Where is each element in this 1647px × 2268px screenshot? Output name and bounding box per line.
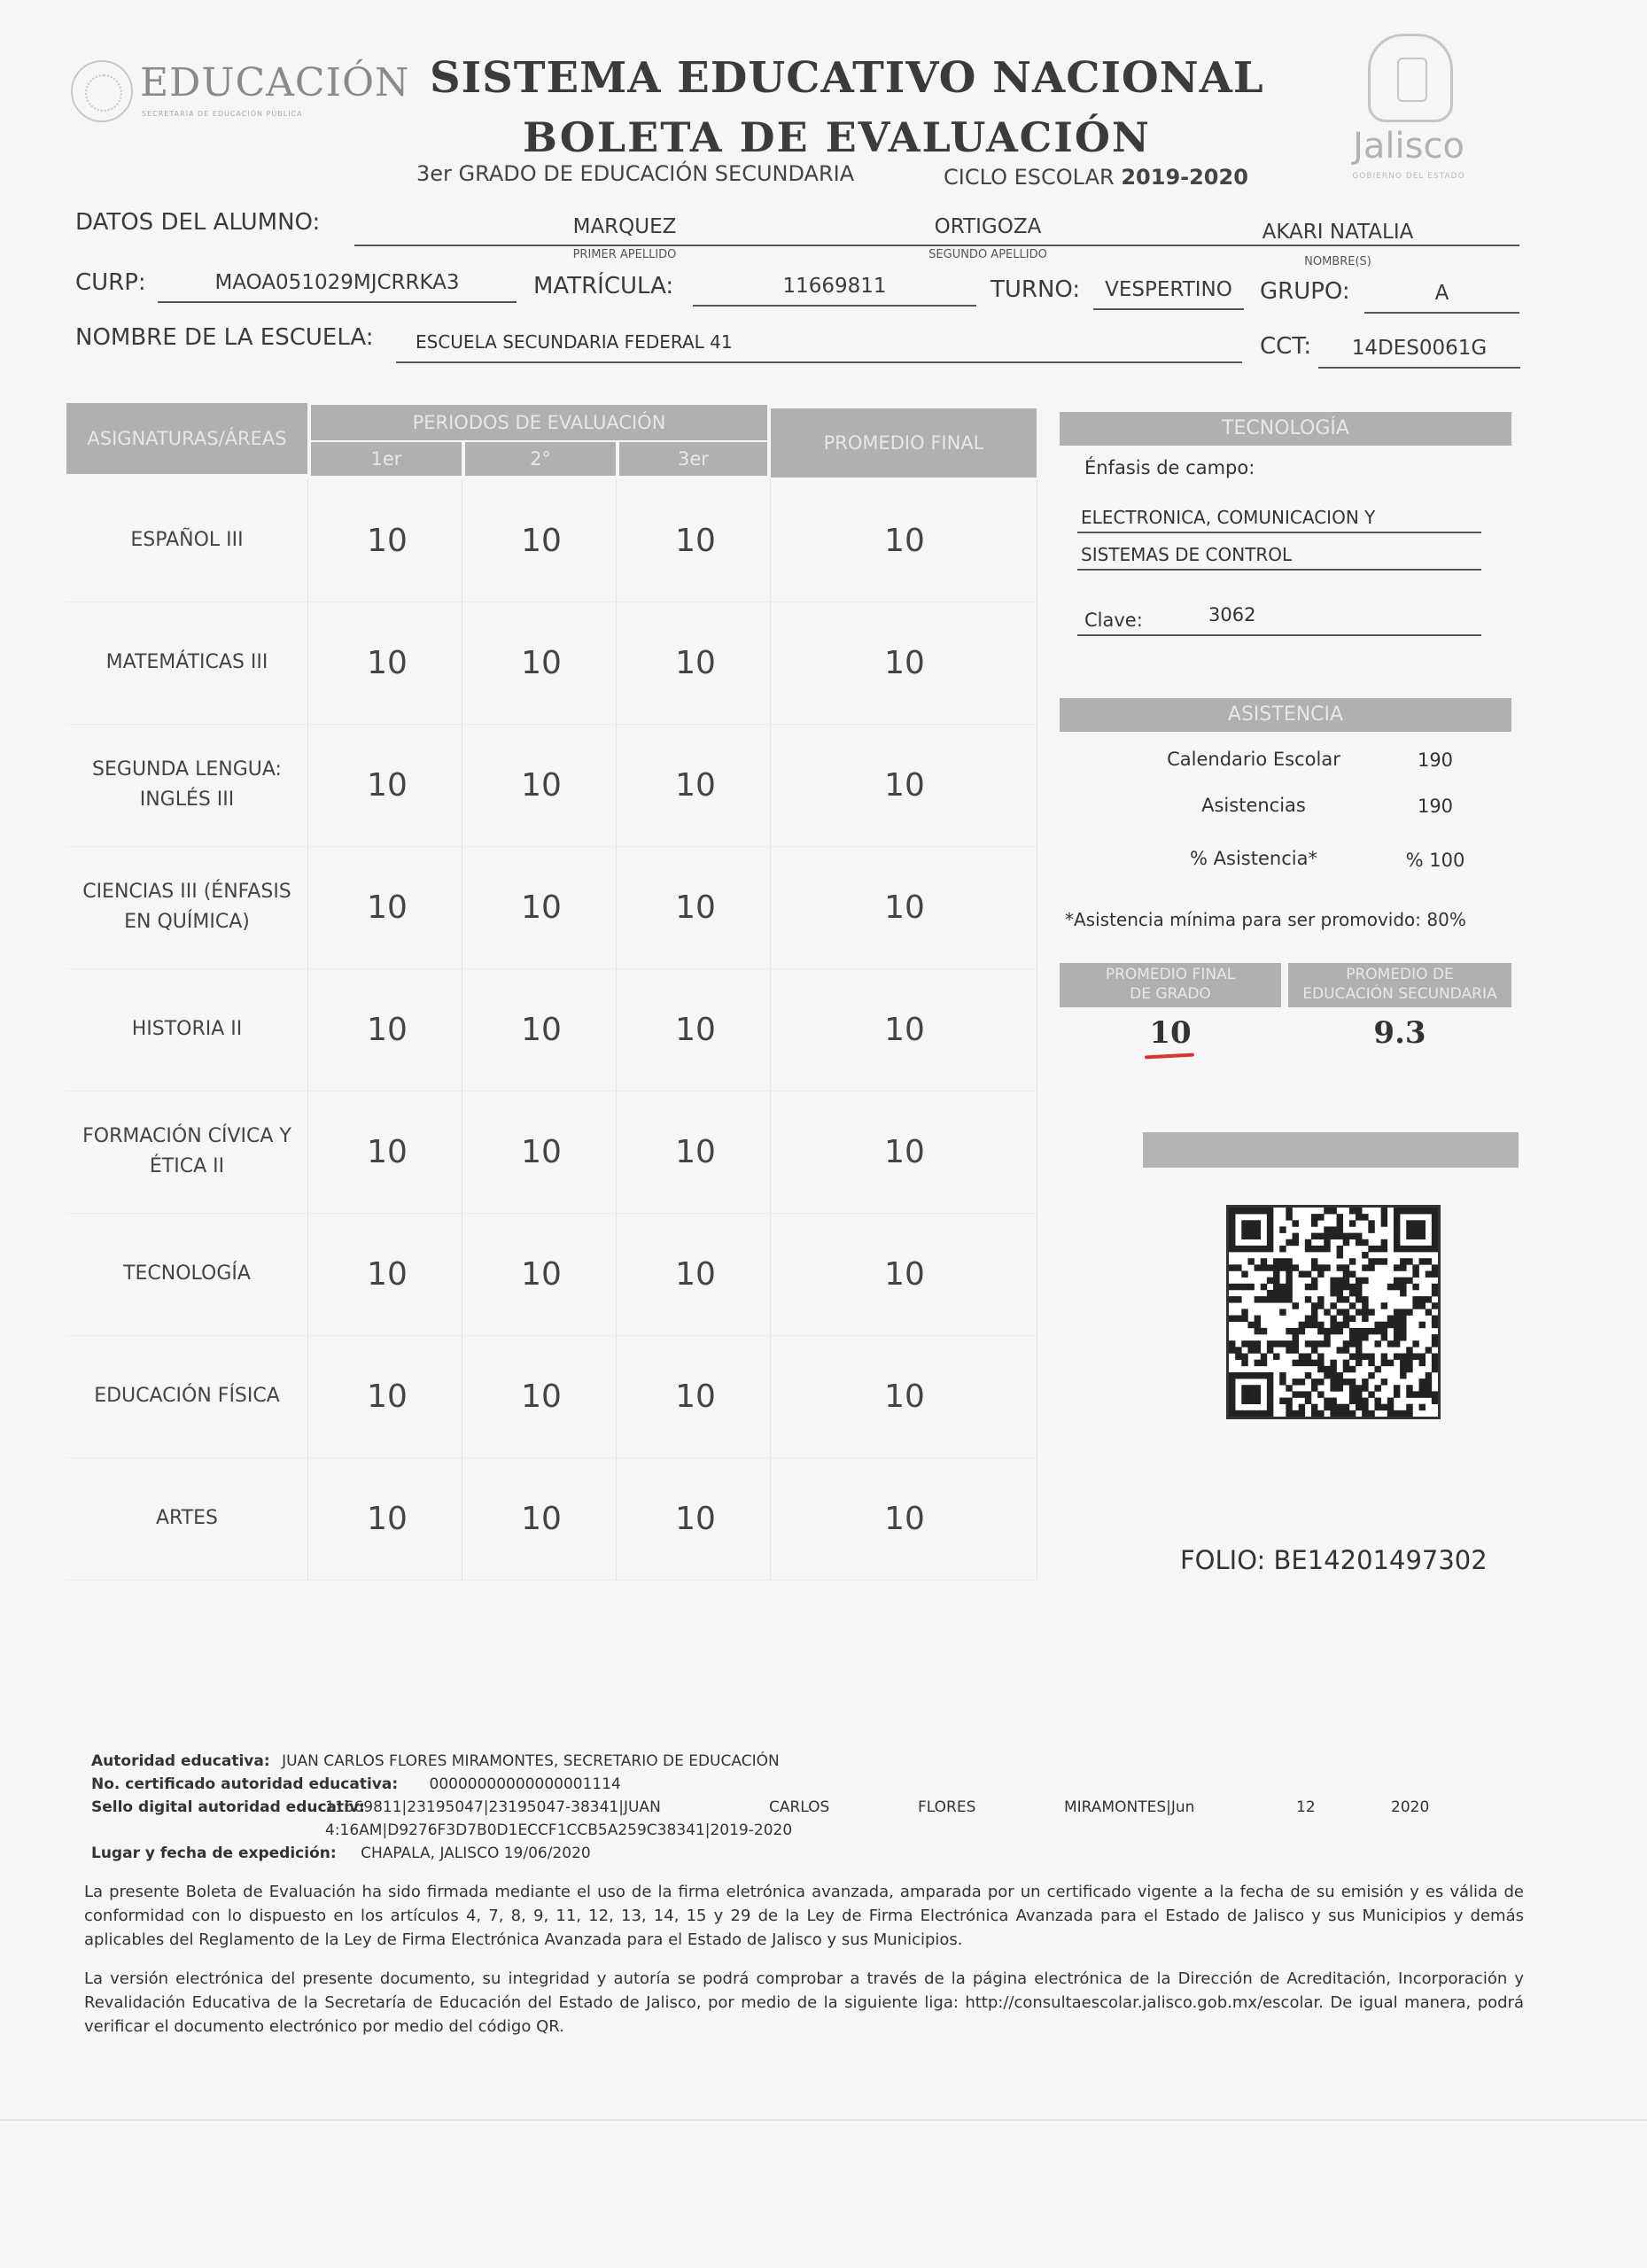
subject-name [66, 1335, 307, 1457]
porcentaje-value: % 100 [1405, 850, 1465, 871]
promedio-grado-header-line1: PROMEDIO FINAL [1105, 966, 1236, 983]
sep-logo [71, 55, 410, 126]
asistencias-value: 190 [1417, 796, 1454, 817]
sep-logo-text: EDUCACIÓN [140, 60, 410, 105]
lugar-value: CHAPALA, JALISCO 19/06/2020 [361, 1845, 591, 1862]
grid-hline [66, 1580, 1037, 1581]
nombres: AKARI NATALIA [1262, 221, 1414, 244]
cct-label: CCT: [1260, 333, 1312, 360]
subject-name [66, 846, 307, 968]
red-underline-mark [1145, 1053, 1194, 1060]
calendario-value: 190 [1417, 750, 1454, 771]
promedio-secundaria-value: 9.3 [1373, 1015, 1426, 1051]
grade-final: 10 [884, 1133, 925, 1170]
nombre-line [354, 245, 1519, 246]
grade-p1: 10 [367, 889, 408, 926]
grade-p1: 10 [367, 1255, 408, 1293]
grade-final: 10 [884, 1500, 925, 1537]
nombres-caption: NOMBRE(S) [1304, 255, 1371, 268]
matricula-value: 11669811 [693, 275, 976, 307]
autoridad-row [91, 1752, 780, 1770]
period-2-header: 2° [465, 442, 616, 476]
grade-p2: 10 [521, 766, 562, 804]
segundo-apellido: ORTIGOZA [934, 215, 1042, 238]
subject-name [66, 968, 307, 1091]
autoridad-value: JUAN CARLOS FLORES MIRAMONTES, SECRETARIO DE EDUCACIÓN [282, 1752, 780, 1770]
grade-final: 10 [884, 1011, 925, 1048]
sello-part-5: 12 [1296, 1798, 1316, 1816]
grupo-label: GRUPO: [1260, 278, 1350, 305]
jalisco-crest-icon [1368, 34, 1453, 122]
promedio-grado-header-line2: DE GRADO [1130, 985, 1211, 1003]
grade-p3: 10 [675, 1255, 716, 1293]
subject-name [66, 1213, 307, 1335]
certificado-value: 00000000000000001114 [429, 1775, 621, 1793]
lugar-label: Lugar y fecha de expedición: [91, 1845, 337, 1862]
enfasis-line1: ELECTRONICA, COMUNICACION Y [1081, 507, 1376, 528]
grade-final: 10 [884, 1378, 925, 1415]
lugar-row [91, 1845, 591, 1862]
sello-part-4: MIRAMONTES|Jun [1064, 1798, 1195, 1816]
sello-part-3: FLORES [918, 1798, 976, 1816]
clave-value: 3062 [1208, 604, 1256, 625]
promedio-secundaria-header-line1: PROMEDIO DE [1346, 966, 1454, 983]
subject-name-line: ESPAÑOL III [130, 528, 244, 551]
grade-p1: 10 [367, 1133, 408, 1170]
qr-code [1226, 1205, 1441, 1419]
escuela-line [396, 328, 1242, 363]
subject-name-line: ÉTICA II [149, 1155, 225, 1177]
grade-p1: 10 [367, 1378, 408, 1415]
grade-line: 3er GRADO DE EDUCACIÓN SECUNDARIA [416, 161, 855, 186]
legal-paragraph-1: La presente Boleta de Evaluación ha sido firmada mediante el uso de la firma eletrónica avanzada, amparada por un certificado vigente a la fecha de su emisión y es válida de conformidad con lo dispuesto en los artículos 4, 7, 8, 9, 11, 12, 13, 14, 15 y 29 de la Ley de Firma Electrónica Avanzada para el Estado de Jalisco y sus Municipios y demás aplicables del Reglamento de la Ley de Firma Electrónica Avanzada para el Estado de Jalisco y sus Municipios. [84, 1883, 1524, 1949]
legal-paragraph-2: La versión electrónica del presente documento, su integridad y autoría se podrá comprobar a través de la página electrónica de la Dirección de Acreditación, Incorporación y Revalidación Educativa de la Secretaría de Educación del Estado de Jalisco, por medio de la siguiente liga: http://consultaescolar.jalisco.gob.mx/escolar. De igual manera, podrá verificar el documento electrónico por medio del código QR. [84, 1969, 1524, 2036]
porcentaje-label: % Asistencia* [1190, 848, 1317, 869]
jalisco-logo-subtext: GOBIERNO DEL ESTADO [1352, 172, 1465, 181]
col-final-header: PROMEDIO FINAL [771, 408, 1037, 478]
grade-p1: 10 [367, 644, 408, 681]
grade-p1: 10 [367, 766, 408, 804]
clave-underline [1077, 634, 1481, 636]
sello-line2: 4:16AM|D9276F3D7B0D1ECCF1CCB5A259C38341|2019-2020 [325, 1821, 793, 1839]
grade-p3: 10 [675, 644, 716, 681]
asistencia-header: ASISTENCIA [1060, 698, 1511, 732]
subject-name [66, 1457, 307, 1580]
subject-name-line: CIENCIAS III (ÉNFASIS [82, 880, 291, 903]
grade-p1: 10 [367, 522, 408, 559]
grade-final: 10 [884, 766, 925, 804]
grade-p1: 10 [367, 1011, 408, 1048]
ciclo-label: CICLO ESCOLAR [944, 165, 1115, 190]
enfasis-underline2 [1077, 569, 1481, 571]
period-1-header: 1er [311, 442, 462, 476]
promedio-secundaria-header [1288, 963, 1511, 1007]
grade-final: 10 [884, 889, 925, 926]
escuela-label: NOMBRE DE LA ESCUELA: [75, 324, 374, 351]
subject-name-line: SEGUNDA LENGUA: [92, 757, 282, 781]
subject-name [66, 724, 307, 846]
subject-name-line: TECNOLOGÍA [123, 1262, 251, 1285]
grade-p3: 10 [675, 1500, 716, 1537]
col-subjects-header: ASIGNATURAS/ÁREAS [66, 403, 307, 474]
sello-part-2: CARLOS [769, 1798, 830, 1816]
datos-alumno-label: DATOS DEL ALUMNO: [75, 209, 321, 236]
tecnologia-header: TECNOLOGÍA [1060, 412, 1511, 446]
calendario-label: Calendario Escolar [1167, 749, 1340, 770]
grade-final: 10 [884, 522, 925, 559]
grade-p2: 10 [521, 1255, 562, 1293]
turno-value: VESPERTINO [1093, 278, 1244, 310]
grade-p2: 10 [521, 889, 562, 926]
subject-name-line: EDUCACIÓN FÍSICA [94, 1384, 280, 1407]
primer-apellido-caption: PRIMER APELLIDO [572, 248, 677, 261]
grade-p3: 10 [675, 889, 716, 926]
grades-table [66, 403, 1037, 1581]
grade-p2: 10 [521, 1011, 562, 1048]
subject-name-line: FORMACIÓN CÍVICA Y [82, 1124, 291, 1147]
grade-p3: 10 [675, 1378, 716, 1415]
autoridad-label: Autoridad educativa: [91, 1752, 270, 1770]
promedio-secundaria-header-line2: EDUCACIÓN SECUNDARIA [1302, 985, 1497, 1003]
sello-part-1: 11669811|23195047|23195047-38341|JUAN [325, 1798, 661, 1816]
grade-p2: 10 [521, 1500, 562, 1537]
qr-code-icon [1229, 1208, 1438, 1417]
subject-name [66, 602, 307, 724]
segundo-apellido-caption: SEGUNDO APELLIDO [928, 248, 1047, 261]
subject-name-line: HISTORIA II [131, 1017, 243, 1040]
curp-label: CURP: [75, 269, 146, 296]
certificado-label: No. certificado autoridad educativa: [91, 1775, 399, 1793]
subject-name-line: ARTES [155, 1506, 219, 1529]
title-line2: BOLETA DE EVALUACIÓN [523, 113, 1151, 161]
subject-name [66, 479, 307, 602]
grid-vline [307, 479, 308, 1580]
sello-label: Sello digital autoridad educativ: [91, 1798, 365, 1816]
subject-name-line: EN QUÍMICA) [124, 911, 250, 933]
subject-name-line: INGLÉS III [139, 788, 235, 811]
enfasis-label: Énfasis de campo: [1084, 457, 1255, 478]
sep-logo-subtext: SECRETARÍA DE EDUCACIÓN PÚBLICA [142, 110, 303, 118]
page-edge-line [0, 2119, 1647, 2121]
enfasis-line2: SISTEMAS DE CONTROL [1081, 544, 1293, 565]
grade-final: 10 [884, 644, 925, 681]
jalisco-logo [1329, 34, 1488, 193]
grade-p2: 10 [521, 644, 562, 681]
cct-value: 14DES0061G [1318, 337, 1520, 369]
sello-row [91, 1798, 1473, 1816]
sello-part-6: 2020 [1391, 1798, 1430, 1816]
escuela-value: ESCUELA SECUNDARIA FEDERAL 41 [416, 331, 733, 353]
folio: FOLIO: BE14201497302 [1180, 1545, 1488, 1575]
period-3-header: 3er [619, 442, 767, 476]
grade-p1: 10 [367, 1500, 408, 1537]
grade-p3: 10 [675, 522, 716, 559]
grade-final: 10 [884, 1255, 925, 1293]
grade-p2: 10 [521, 522, 562, 559]
asistencia-nota: *Asistencia mínima para ser promovido: 80% [1065, 909, 1466, 930]
jalisco-logo-text: Jalisco [1353, 126, 1464, 167]
clave-label: Clave: [1084, 610, 1143, 631]
title-line1: SISTEMA EDUCATIVO NACIONAL [430, 53, 1264, 103]
col-periods-header: PERIODOS DE EVALUACIÓN [311, 405, 767, 440]
ciclo-value: 2019-2020 [1121, 165, 1248, 190]
enfasis-underline1 [1077, 532, 1481, 533]
grade-p2: 10 [521, 1378, 562, 1415]
turno-label: TURNO: [991, 276, 1081, 303]
grade-p3: 10 [675, 1011, 716, 1048]
national-seal-icon [71, 60, 133, 122]
grade-p3: 10 [675, 766, 716, 804]
primer-apellido: MARQUEZ [572, 215, 677, 238]
grade-p2: 10 [521, 1133, 562, 1170]
matricula-label: MATRÍCULA: [533, 273, 674, 299]
curp-value: MAOA051029MJCRRKA3 [158, 271, 517, 303]
ciclo-escolar [944, 165, 1248, 190]
certificado-row [91, 1775, 621, 1793]
asistencias-label: Asistencias [1201, 795, 1306, 816]
subject-name-line: MATEMÁTICAS III [105, 650, 268, 673]
promedio-grado-header [1060, 963, 1281, 1007]
grupo-value: A [1364, 282, 1519, 314]
grade-p3: 10 [675, 1133, 716, 1170]
subject-name [66, 1091, 307, 1213]
promedio-grado-value: 10 [1149, 1015, 1192, 1051]
qr-header-bar [1143, 1132, 1519, 1168]
